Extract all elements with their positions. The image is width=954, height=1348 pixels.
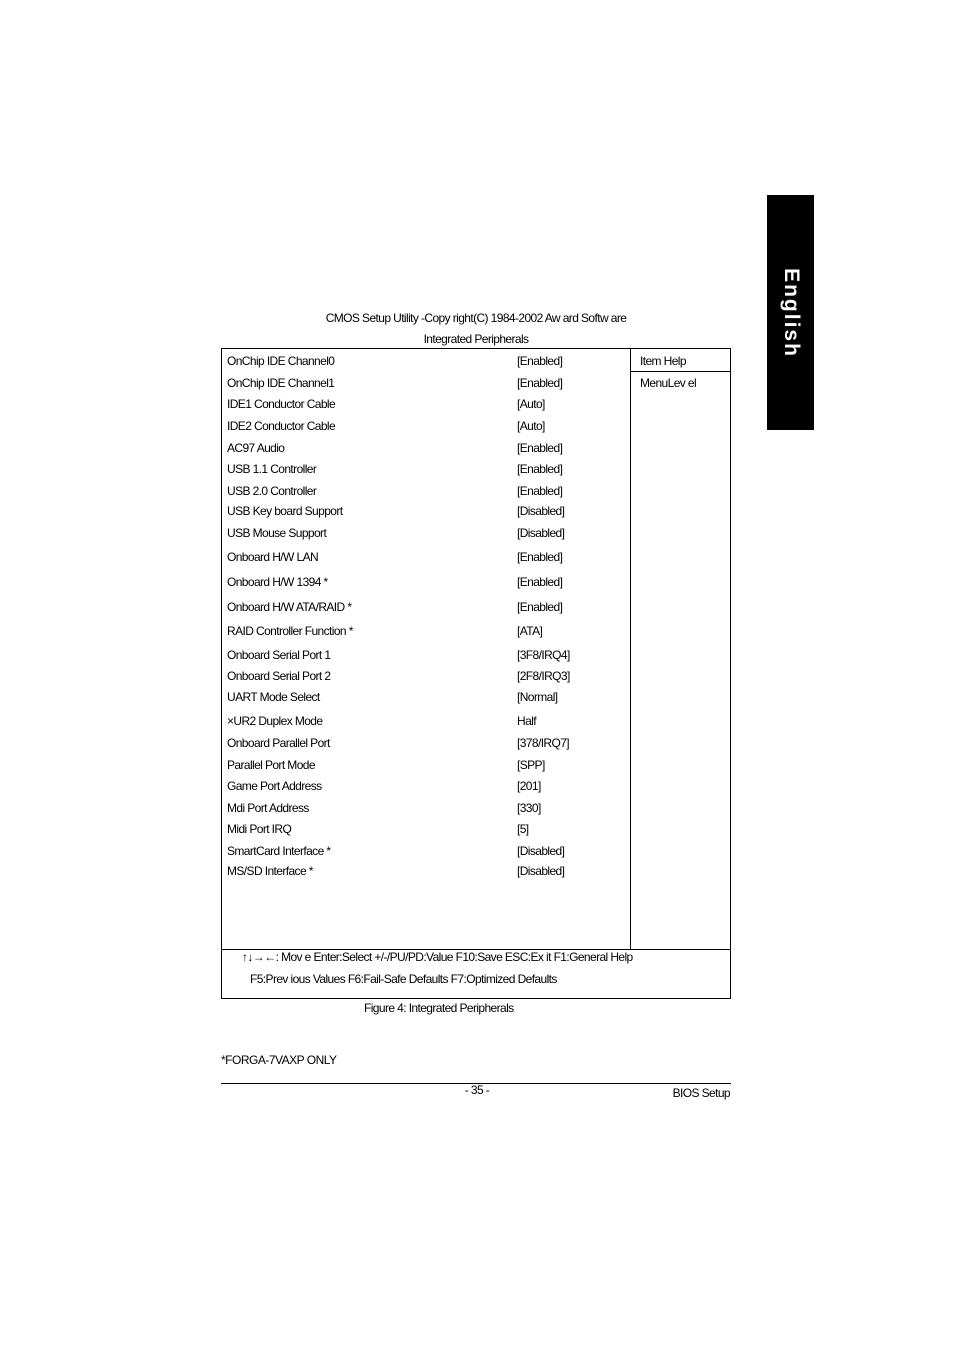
setting-label: SmartCard Interface * [227, 844, 331, 858]
setting-row[interactable] [222, 861, 630, 881]
setting-row[interactable] [222, 351, 630, 371]
setting-label: Midi Port IRQ [227, 822, 292, 836]
setting-row[interactable] [222, 523, 630, 543]
setting-label: IDE2 Conductor Cable [227, 419, 336, 433]
bios-screen-title: Integrated Peripherals [423, 332, 529, 346]
setting-label: MS/SD Interface * [227, 864, 313, 878]
setting-row[interactable] [222, 776, 630, 796]
setting-label: USB 1.1 Controller [227, 462, 317, 476]
setting-row[interactable] [222, 416, 630, 436]
setting-row[interactable] [222, 687, 630, 707]
setting-label: UART Mode Select [227, 690, 320, 704]
help-title-divider [630, 371, 730, 372]
setting-label: Parallel Port Mode [227, 758, 315, 772]
setting-row[interactable] [222, 798, 630, 818]
setting-label: Onboard H/W LAN [227, 550, 319, 564]
setting-label: Onboard H/W 1394 * [227, 575, 328, 589]
setting-label: USB 2.0 Controller [227, 484, 317, 498]
setting-value[interactable]: [Enabled] [517, 575, 563, 589]
setting-value[interactable]: [ATA] [517, 624, 543, 638]
page-number: - 35 - [464, 1083, 490, 1097]
setting-value[interactable]: [Disabled] [517, 504, 565, 518]
setting-value[interactable]: [5] [517, 822, 529, 836]
setting-row[interactable] [222, 394, 630, 414]
setting-value[interactable]: [SPP] [517, 758, 545, 772]
bios-setup-screen [221, 348, 731, 999]
setting-label: USB Key board Support [227, 504, 343, 518]
setting-row[interactable] [222, 481, 630, 501]
setting-row[interactable] [222, 547, 630, 567]
setting-value[interactable]: [2F8/IRQ3] [517, 669, 570, 683]
setting-value[interactable]: [Enabled] [517, 484, 563, 498]
setting-row[interactable] [222, 645, 630, 665]
setting-value[interactable]: [Normal] [517, 690, 558, 704]
setting-label: IDE1 Conductor Cable [227, 397, 336, 411]
section-name: BIOS Setup [672, 1086, 730, 1100]
bios-copyright: CMOS Setup Utility -Copy right(C) 1984-2002 Aw ard Softw are [325, 311, 627, 325]
menu-level-text: MenuLev el [640, 376, 697, 390]
setting-row[interactable] [222, 373, 630, 393]
setting-value[interactable]: [Disabled] [517, 864, 565, 878]
setting-label: OnChip IDE Channel1 [227, 376, 335, 390]
setting-value[interactable]: [3F8/IRQ4] [517, 648, 570, 662]
setting-value[interactable]: [Disabled] [517, 526, 565, 540]
setting-value[interactable]: [Disabled] [517, 844, 565, 858]
figure-caption: Figure 4: Integrated Peripherals [364, 1001, 514, 1015]
setting-value[interactable]: [Enabled] [517, 354, 563, 368]
setting-label: Game Port Address [227, 779, 322, 793]
setting-value[interactable]: Half [517, 714, 536, 728]
setting-value[interactable]: [201] [517, 779, 541, 793]
setting-label: Onboard Serial Port 2 [227, 669, 331, 683]
setting-label: OnChip IDE Channel0 [227, 354, 335, 368]
setting-value[interactable]: [Auto] [517, 419, 545, 433]
language-tab [767, 195, 814, 430]
setting-label: Onboard H/W ATA/RAID * [227, 600, 352, 614]
setting-value[interactable]: [Enabled] [517, 376, 563, 390]
setting-label: ×UR2 Duplex Mode [227, 714, 323, 728]
language-tab-label: English [779, 267, 803, 358]
setting-row[interactable] [222, 572, 630, 592]
setting-label: USB Mouse Support [227, 526, 327, 540]
setting-label: AC97 Audio [227, 441, 285, 455]
column-divider [630, 349, 631, 950]
setting-row[interactable] [222, 501, 630, 521]
setting-value[interactable]: [330] [517, 801, 541, 815]
setting-row[interactable] [222, 841, 630, 861]
setting-row[interactable] [222, 459, 630, 479]
setting-value[interactable]: [378/IRQ7] [517, 736, 570, 750]
setting-value[interactable]: [Auto] [517, 397, 545, 411]
setting-value[interactable]: [Enabled] [517, 600, 563, 614]
setting-row[interactable] [222, 666, 630, 686]
setting-row[interactable] [222, 621, 630, 641]
setting-label: Onboard Parallel Port [227, 736, 330, 750]
setting-label: RAID Controller Function * [227, 624, 353, 638]
key-help-line-1: ↑↓→←: Mov e Enter:Select +/-/PU/PD:Value F10:Save ESC:Ex it F1:General Help [242, 950, 633, 964]
key-help-line-2: F5:Prev ious Values F6:Fail-Safe Defaults F7:Optimized Defaults [250, 972, 557, 986]
setting-value[interactable]: [Enabled] [517, 441, 563, 455]
setting-row[interactable] [222, 438, 630, 458]
setting-row[interactable] [222, 733, 630, 753]
setting-row[interactable] [222, 597, 630, 617]
setting-row[interactable] [222, 711, 630, 731]
setting-row[interactable] [222, 819, 630, 839]
model-note: *FORGA-7VAXP ONLY [221, 1053, 337, 1067]
setting-label: Onboard Serial Port 1 [227, 648, 331, 662]
setting-value[interactable]: [Enabled] [517, 550, 563, 564]
setting-label: Mdi Port Address [227, 801, 309, 815]
setting-row[interactable] [222, 755, 630, 775]
setting-value[interactable]: [Enabled] [517, 462, 563, 476]
item-help-title: Item Help [640, 354, 686, 368]
